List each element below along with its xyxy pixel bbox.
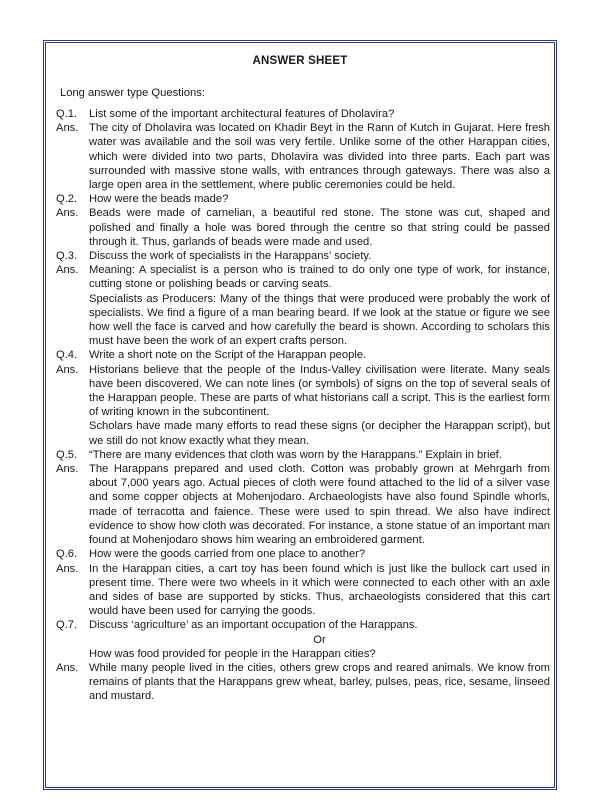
answer-text: In the Harappan cities, a cart toy has been found which is just like the bullock cart used in present time. There were two wheels in it which were connected to each other with an axle and sides of base are supported by sticks. Thus, archaeologists considered that this cart would have been used for carrying the goods. [89, 562, 550, 618]
question-4 [56, 348, 550, 362]
question-text: Discuss the work of specialists in the Harappans’ society. [89, 250, 372, 263]
answer-text: Historians believe that the people of the Indus-Valley civilisation were literate. Many seals have been discovered. We can note lines (or symbols) of signs on the top of several seals of the Harappan people. These are parts of what historians call a script. This is the earliest form of writing known in the subcontinent. [89, 363, 550, 419]
page-border [43, 40, 557, 790]
answer-label: Ans. [56, 264, 79, 277]
page-title: ANSWER SHEET [252, 55, 348, 67]
question-label: Q.6. [56, 548, 78, 561]
question-text: Write a short note on the Script of the Harappan people. [89, 349, 367, 362]
answer-2 [56, 206, 550, 249]
question-2 [56, 192, 550, 206]
answer-label: Ans. [56, 661, 79, 674]
answer-3 [56, 263, 550, 291]
question-1 [56, 107, 550, 121]
answer-label: Ans. [56, 207, 79, 220]
answer-text: The Harappans prepared and used cloth. Cotton was probably grown at Mehrgarh from about 7,000 years ago. Actual pieces of cloth were found attached to the lid of a silver vase and some copper objects at Mohenjodaro. Archaeologists have also found Spindle whorls, made of terracotta and faience. These were used to spin thread. We also have indirect evidence to show how cloth was decorated. For instance, a stone statue of an important man found at Mohenjodaro shows him wearing an embroidered garment. [89, 463, 550, 547]
qa-list [56, 107, 550, 704]
question-text: List some of the important architectural features of Dholavira? [89, 108, 395, 120]
answer-7 [56, 661, 550, 704]
question-text: How were the beads made? [89, 193, 229, 206]
question-text: Discuss ‘agriculture’ as an important occupation of the Harappans. [89, 619, 418, 632]
question-label: Q.3. [56, 250, 78, 263]
question-7 [56, 618, 550, 632]
answer-4 [56, 363, 550, 420]
question-3 [56, 249, 550, 263]
answer-label: Ans. [56, 363, 79, 376]
answer-label: Ans. [56, 562, 79, 575]
question-5 [56, 448, 550, 462]
question-label: Q.7. [56, 619, 78, 632]
question-text: “There are many evidences that cloth was worn by the Harappans.” Explain in brief. [89, 448, 502, 461]
answer-4-continued: Scholars have made many efforts to read these signs (or decipher the Harappan script), but we still do not know exactly what they mean. [89, 420, 550, 447]
answer-label: Ans. [56, 463, 79, 476]
question-7-alternate: How was food provided for people in the Harappan cities? [89, 647, 376, 660]
section-heading: Long answer type Questions: [60, 87, 205, 99]
answer-text: The city of Dholavira was located on Khadir Beyt in the Rann of Kutch in Gujarat. Here fresh water was available and the soil was very fertile. Unlike some of the other Harappan cities, which were divided into two parts, Dholavira was divided into three parts. Each part was surrounded with massive stone walls, with entrances through gateways. There was also a large open area in the settlement, where public ceremonies could be held. [89, 122, 550, 192]
answer-text: Meaning: A specialist is a person who is trained to do only one type of work, for instance, cutting stone or polishing beads or carving seats. [89, 264, 550, 291]
question-label: Q.2. [56, 193, 78, 206]
answer-1 [56, 121, 550, 192]
answer-text: Beads were made of carnelian, a beautiful red stone. The stone was cut, shaped and polished and finally a hole was bored through the centre so that string could be passed through it. Thus, garlands of beads were made and used. [89, 207, 550, 248]
question-label: Q.1. [56, 108, 78, 120]
question-text: How were the goods carried from one place to another? [89, 548, 366, 561]
answer-5 [56, 462, 550, 547]
answer-text: While many people lived in the cities, others grew crops and reared animals. We know from remains of plants that the Harappans grew wheat, barley, pulses, peas, rice, sesame, linseed and mustard. [89, 661, 550, 703]
answer-label: Ans. [56, 122, 79, 135]
question-label: Q.5. [56, 448, 78, 461]
answer-3-continued: Specialists as Producers: Many of the things that were produced were probably the work of specialists. We find a figure of a man bearing beard. If we look at the statue or figure we see how well the face is carved and how carefully the beard is shown. According to scholars this must have been the work of an expert crafts person. [89, 292, 550, 348]
or-separator: Or [313, 633, 326, 646]
question-label: Q.4. [56, 349, 78, 362]
answer-6 [56, 562, 550, 619]
question-6 [56, 547, 550, 561]
